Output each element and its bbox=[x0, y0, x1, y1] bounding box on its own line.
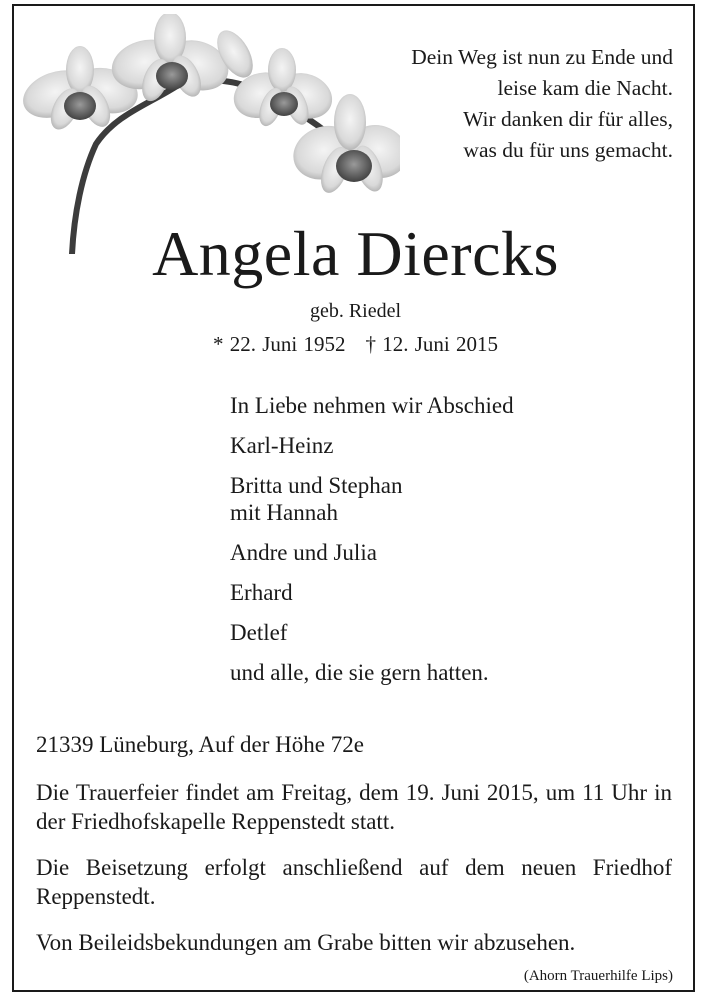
poem-line: Dein Weg ist nun zu Ende und bbox=[411, 45, 673, 69]
mourners-list bbox=[230, 392, 514, 699]
mourner-line: und alle, die sie gern hatten. bbox=[230, 660, 489, 685]
mourner-line: Andre und Julia bbox=[230, 540, 377, 565]
mourner-line: Erhard bbox=[230, 580, 293, 605]
poem-line: was du für uns gemacht. bbox=[463, 138, 673, 162]
mourner-line: Britta und Stephan bbox=[230, 473, 403, 498]
funeral-service-text: Die Trauerfeier findet am Freitag, dem 19. Juni 2015, um 11 Uhr in der Friedhofskapelle Reppenstedt statt. bbox=[36, 780, 672, 834]
mourner-entry bbox=[230, 432, 514, 459]
deceased-name: Angela Diercks bbox=[152, 218, 559, 289]
mourner-entry bbox=[230, 659, 514, 686]
mourner-entry bbox=[230, 472, 514, 526]
funeral-home-credit: (Ahorn Trauerhilfe Lips) bbox=[523, 968, 673, 984]
poem-line: Wir danken dir für alles, bbox=[463, 107, 673, 131]
mourner-entry bbox=[230, 619, 514, 646]
poem bbox=[411, 42, 673, 166]
burial-text: Die Beisetzung erfolgt anschließend auf dem neuen Friedhof Reppenstedt. bbox=[36, 855, 672, 909]
death-date: † 12. Juni 2015 bbox=[365, 332, 499, 356]
address: 21339 Lüneburg, Auf der Höhe 72e bbox=[36, 732, 364, 757]
mourner-entry bbox=[230, 579, 514, 606]
birth-name: geb. Riedel bbox=[309, 300, 402, 322]
poem-line: leise kam die Nacht. bbox=[497, 76, 673, 100]
life-dates bbox=[0, 330, 711, 358]
mourner-line: Detlef bbox=[230, 620, 288, 645]
mourner-line: mit Hannah bbox=[230, 500, 338, 525]
mourner-entry bbox=[230, 539, 514, 566]
birth-date: * 22. Juni 1952 bbox=[212, 332, 346, 356]
mourner-line: Karl-Heinz bbox=[230, 433, 334, 458]
mourners-intro: In Liebe nehmen wir Abschied bbox=[230, 393, 514, 418]
condolence-text: Von Beileidsbekundungen am Grabe bitten wir abzusehen. bbox=[36, 930, 576, 955]
